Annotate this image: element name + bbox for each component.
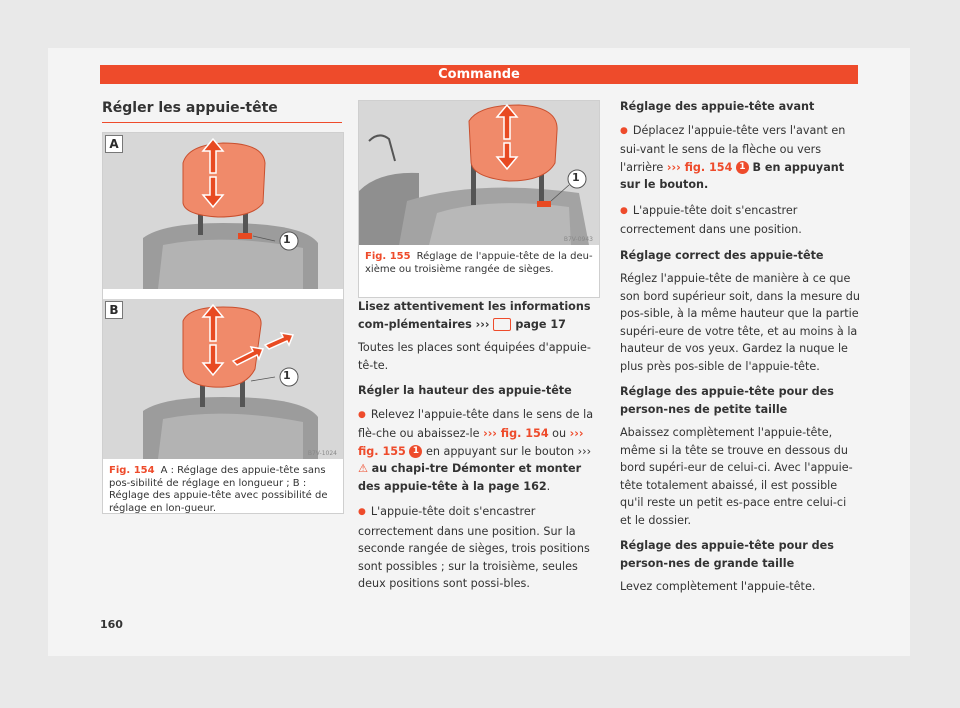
callout-1-b: 1 <box>283 369 291 382</box>
callout-number-1-right: 1 <box>736 161 749 174</box>
middle-column <box>358 298 600 601</box>
fig-154-link-right[interactable]: ››› fig. 154 <box>666 160 733 174</box>
figure-155-label: Fig. 155 <box>365 251 411 262</box>
front-bullet-1-text-a: Déplacez l'appuie-tête vers l'avant en sui-vant le sens de la flèche ou vers l'arrière <box>620 123 846 174</box>
front-bullet-2-text: L'appuie-tête doit s'encastrer correctement dans une position. <box>620 203 802 236</box>
figure-154-label: Fig. 154 <box>109 465 155 476</box>
warning-arrows: ››› <box>475 317 490 331</box>
correct-heading: Réglage correct des appuie-tête <box>620 248 824 262</box>
chapter-header: Commande <box>100 65 858 84</box>
height-bullet-1 <box>358 406 600 496</box>
warning-page-link[interactable]: page 17 <box>515 317 566 331</box>
figure-154-panel-b <box>103 299 343 459</box>
figure-155 <box>358 100 600 298</box>
figure-155-caption-text: Réglage de l'appuie-tête de la deu-xième ou troisième rangée de sièges. <box>365 251 593 275</box>
callout-1-a: 1 <box>283 233 291 246</box>
small-people-heading: Réglage des appuie-tête pour des person-nes de petite taille <box>620 385 834 416</box>
figure-154-panel-a <box>103 133 343 289</box>
or-text: ou <box>552 427 567 440</box>
headrest-b-illustration <box>103 299 343 459</box>
book-icon <box>493 318 511 331</box>
chapter-link[interactable]: au chapi-tre Démonter et monter des appuie-tête à la page 162 <box>358 462 582 493</box>
height-bullet-1-text-a: Relevez l'appuie-tête dans le sens de la flè-che ou abaissez-le <box>358 407 594 440</box>
callout-1-fig155: 1 <box>572 171 580 184</box>
manual-page <box>48 48 910 656</box>
front-bullet-2 <box>620 202 860 239</box>
figure-155-caption <box>365 251 593 276</box>
headrest-a-illustration <box>103 133 343 289</box>
figure-154 <box>102 132 344 514</box>
callout-number-1: 1 <box>409 445 422 458</box>
tall-people-text: Levez complètement l'appuie-tête. <box>620 580 816 593</box>
chapter-arrows: ››› <box>577 444 592 458</box>
height-bullet-2 <box>358 503 600 593</box>
front-bullet-1-text-b: B en appuyant sur le bouton. <box>620 160 845 191</box>
warning-heading: Lisez attentivement les informations com-plémentaires <box>358 300 591 331</box>
height-bullet-2-text: L'appuie-tête doit s'encastrer correctement dans une position. Sur la seconde rangée de sièges, trois positions sont possibles ; sur la troisième, seules deux positions sont possi-bles. <box>358 505 590 590</box>
page-number: 160 <box>100 618 123 631</box>
figure-155-image <box>359 101 599 245</box>
warning-triangle-icon: ⚠ <box>358 462 369 475</box>
fig-154-link[interactable]: ››› fig. 154 <box>483 427 549 440</box>
panel-b-label: B <box>105 301 123 319</box>
height-heading: Régler la hauteur des appuie-tête <box>358 384 572 397</box>
rear-headrest-illustration <box>359 101 599 245</box>
correct-text: Réglez l'appuie-tête de manière à ce que son bord supérieur soit, dans la mesure du pos-sible, à la même hauteur que la partie supéri-eure de votre tête, et au moins à la hauteur de vos yeux. Gardez la nuque le plus près pos-sible de l'appuie-tête. <box>620 272 860 373</box>
front-heading: Réglage des appuie-tête avant <box>620 100 815 113</box>
small-people-text: Abaissez complètement l'appuie-tête, même si la tête se trouve en dessous du bord supéri-eur de celui-ci. Avec l'appuie-tête totalement abaissé, il est possible qu'il reste un petit es-pace entre celui-ci et le dossier. <box>620 426 853 527</box>
title-rule <box>102 122 342 123</box>
period: . <box>546 479 551 493</box>
figure-154-caption <box>109 465 337 515</box>
height-bullet-1-text-b: en appuyant sur le bouton <box>425 444 575 458</box>
figure-155-code: B7V-0943 <box>563 236 593 243</box>
section-title: Régler les appuie-tête <box>102 100 278 116</box>
front-bullet-1 <box>620 122 860 194</box>
panel-a-label: A <box>105 135 123 153</box>
right-column <box>620 98 860 604</box>
intro-text: Toutes les places sont équipées d'appuie-tê-te. <box>358 341 591 372</box>
fig-155-link[interactable]: ››› fig. 155 <box>358 427 584 458</box>
figure-154-code: B7V-1024 <box>307 450 337 457</box>
tall-people-heading: Réglage des appuie-tête pour des person-nes de grande taille <box>620 539 834 570</box>
figure-154-caption-text: A : Réglage des appuie-tête sans pos-sibilité de réglage en longueur ; B : Réglage des appuie-tête avec possibilité de réglage en lon-gueur. <box>109 465 328 514</box>
warning-reference <box>358 298 600 333</box>
